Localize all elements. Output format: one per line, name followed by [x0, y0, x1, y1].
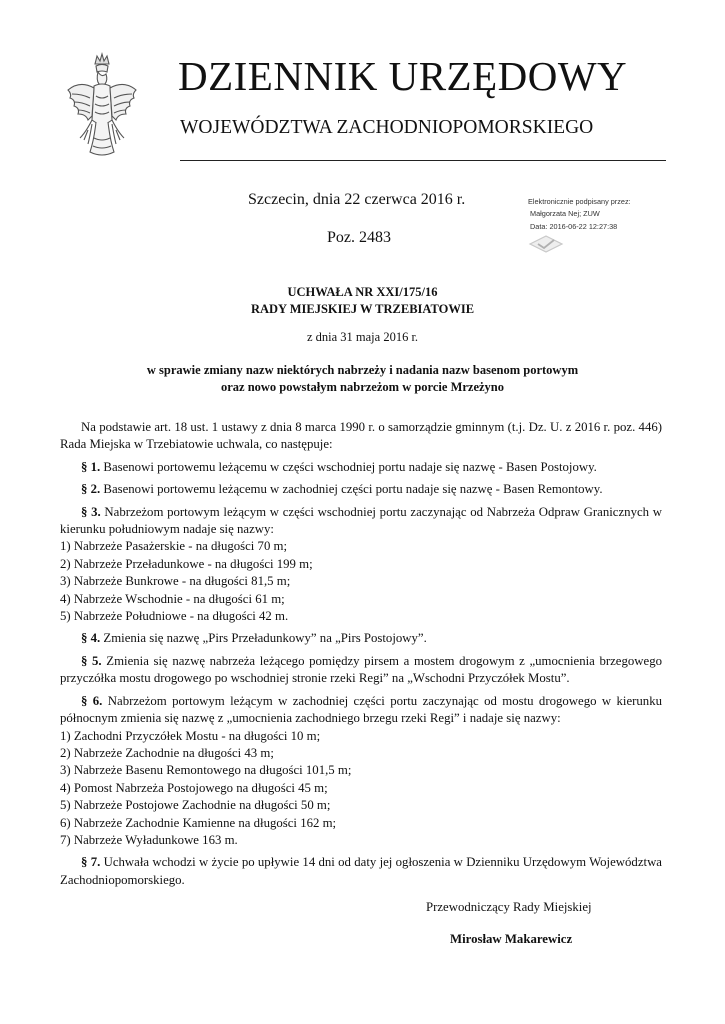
section-text: Zmienia się nazwę „Pirs Przeładunkowy” na „Pirs Postojowy”.	[100, 631, 427, 646]
list-item: 1) Nabrzeże Pasażerskie - na długości 70 m;	[60, 539, 288, 554]
list-item: 5) Nabrzeże Południowe - na długości 42 m.	[60, 609, 289, 624]
act-title-line-2: RADY MIEJSKIEJ W TRZEBIATOWIE	[250, 301, 475, 316]
section-5	[60, 653, 662, 688]
place-date: Szczecin, dnia 22 czerwca 2016 r.	[248, 191, 466, 208]
list-item: 3) Nabrzeże Basenu Remontowego na długości 101,5 m;	[60, 763, 352, 778]
section-text: Nabrzeżom portowym leżącym w zachodniej części portu zaczynając od mostu drogowego w kierunku północnym zmienia się nazwę z „umocnienia zachodniego brzegu rzeki Regi” i nadaje się nazwy:	[60, 693, 662, 726]
section-7	[60, 854, 662, 889]
list-item: 2) Nabrzeże Zachodnie na długości 43 m;	[60, 745, 274, 760]
signature-line-1: Elektronicznie podpisany przez:	[528, 197, 631, 206]
act-title-line-1: UCHWAŁA NR XXI/175/16	[287, 285, 438, 299]
list-item: 1) Zachodni Przyczółek Mostu - na długości 10 m;	[60, 728, 321, 743]
list-item: 4) Nabrzeże Wschodnie - na długości 61 m;	[60, 591, 285, 606]
section-text: Basenowi portowemu leżącemu w części wschodniej portu nadaje się nazwę - Basen Postojowy.	[100, 459, 597, 474]
signatory-name: Mirosław Makarewicz	[450, 932, 573, 946]
section-text: Basenowi portowemu leżącemu w zachodniej części portu nadaje się nazwę - Basen Remontowy.	[100, 482, 603, 497]
list-item: 2) Nabrzeże Przeładunkowe - na długości 199 m;	[60, 556, 313, 571]
list-item: 7) Nabrzeże Wyładunkowe 163 m.	[60, 832, 238, 847]
list-item: 4) Pomost Nabrzeża Postojowego na długości 45 m;	[60, 780, 328, 795]
preamble: Na podstawie art. 18 ust. 1 ustawy z dnia 8 marca 1990 r. o samorządzie gminnym (t.j. Dz. U. z 2016 r. poz. 446) Rada Miejska w Trzebiatowie uchwala, co następuje:	[60, 420, 662, 452]
section-text: Nabrzeżom portowym leżącym w części wschodniej portu zaczynając od Nabrzeża Odpraw Granicznych w kierunku południowym nadaje się nazwy:	[60, 504, 662, 537]
section-label: § 7.	[81, 855, 101, 870]
position-number: Poz. 2483	[327, 229, 391, 246]
section-text: Uchwała wchodzi w życie po upływie 14 dni od daty jej ogłoszenia w Dzienniku Urzędowym Województwa Zachodniopomorskiego.	[60, 855, 662, 887]
journal-subtitle: WOJEWÓDZTWA ZACHODNIOPOMORSKIEGO	[180, 117, 594, 138]
act-title	[0, 284, 725, 317]
section-label: § 6.	[81, 693, 103, 708]
act-subject-line-1: w sprawie zmiany nazw niektórych nabrzeży i nadania nazw basenom portowym	[146, 363, 579, 377]
signatory-role: Przewodniczący Rady Miejskiej	[426, 900, 592, 914]
signature-line-2: Małgorzata Nej; ZUW	[530, 209, 600, 219]
section-label: § 5.	[81, 653, 102, 668]
section-2	[60, 481, 662, 498]
list-item: 5) Nabrzeże Postojowe Zachodnie na długości 50 m;	[60, 798, 331, 813]
section-text: Zmienia się nazwę nabrzeża leżącego pomiędzy pirsem a mostem drogowym z „umocnienia brzegowego przyczółka mostu drogowego po wschodniej stronie rzeki Regi” na „Wschodni Przyczółek Mostu”.	[60, 653, 662, 686]
section-label: § 2.	[81, 482, 101, 497]
section-label: § 4.	[81, 631, 101, 646]
white-eagle-crowned-icon	[64, 50, 140, 162]
list-item: 6) Nabrzeże Zachodnie Kamienne na długości 162 m;	[60, 815, 337, 830]
section-6	[60, 693, 662, 728]
act-subject-line-2: oraz nowo powstałym nabrzeżom w porcie Mrzeżyno	[220, 380, 505, 394]
section-4	[60, 630, 662, 647]
section-3	[60, 504, 662, 539]
list-item: 3) Nabrzeże Bunkrowe - na długości 81,5 m;	[60, 574, 291, 589]
header-divider	[180, 160, 666, 161]
act-subject	[0, 362, 725, 396]
signature-line-3: Data: 2016-06-22 12:27:38	[530, 221, 618, 231]
electronic-signature-box	[528, 196, 631, 233]
signature-check-icon	[528, 234, 564, 254]
document-body	[60, 419, 662, 889]
act-date: z dnia 31 maja 2016 r.	[306, 330, 419, 344]
journal-title: DZIENNIK URZĘDOWY	[178, 53, 628, 99]
section-1	[60, 459, 662, 476]
section-label: § 3.	[81, 504, 101, 519]
section-label: § 1.	[81, 459, 101, 474]
